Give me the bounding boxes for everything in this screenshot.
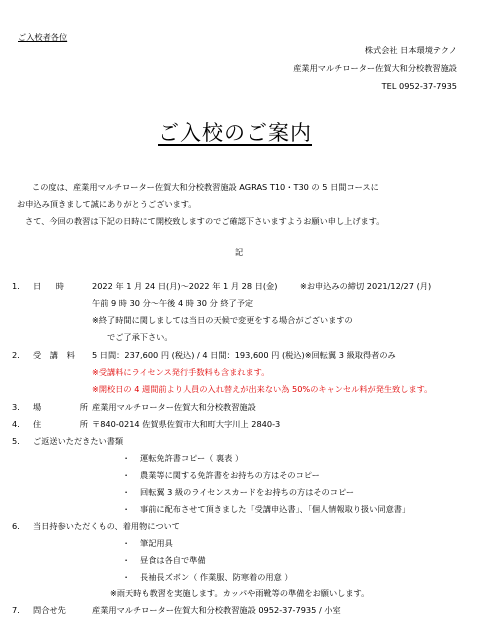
company-name: 株式会社 日本環境テクノ [364,45,457,55]
bullet-icon: ・ [122,487,131,497]
item-3-label: 場 所 [33,402,106,412]
schedule-times: 午前 9 時 30 分～午後 4 時 30 分 終了予定 [92,298,254,308]
tuition-fees: 5 日間：237,600 円 (税込) / 4 日間：193,600 円 (税込)※回転翼 3 級取得者のみ [92,350,396,360]
item-4-number: 4. [12,419,20,429]
return-document-3: 回転翼 3 級のライセンスカードをお持ちの方はそのコピー [140,487,355,497]
bring-item-2: 昼食は各自で準備 [140,555,206,565]
item-3-number: 3. [12,402,20,412]
item-6-label: 当日持参いただくもの、着用物について [33,521,180,531]
bullet-icon: ・ [122,453,131,463]
addressee: ご入校者各位 [18,32,68,42]
bullet-icon: ・ [122,555,131,565]
item-2-label: 受 講 料 [33,350,78,360]
item-7-label: 問合せ先 [33,605,66,615]
contact-info: 産業用マルチローター佐賀大和分校教習施設 0952-37-7935 / 小室 [92,605,341,615]
tuition-license-note: ※受講料にライセンス発行手数料も含まれます。 [92,367,270,377]
application-deadline: ※お申込みの締切 2021/12/27 (月) [300,281,432,291]
schedule-note-2: でご了承下さい。 [107,332,173,342]
bullet-icon: ・ [122,470,131,480]
facility-name: 産業用マルチローター佐賀大和分校教習施設 [293,63,457,73]
return-document-4: 事前に配布させて頂きました「受講申込書」、「個人情報取り扱い同意書」 [140,504,411,514]
venue-name: 産業用マルチローター佐賀大和分校教習施設 [92,402,256,412]
item-1-number: 1. [12,281,20,291]
item-5-number: 5. [12,436,20,446]
cancellation-note: ※開校日の 4 週間前より人員の入れ替えが出来ない為 50%のキャンセル料が発生致します。 [92,384,433,394]
page-title: ご入校のご案内 [158,121,312,145]
bullet-icon: ・ [122,504,131,514]
item-1-label: 日 時 [33,281,70,291]
item-4-label: 住 所 [33,419,106,429]
ki-heading: 記 [235,247,244,257]
bring-item-3: 長袖長ズボン（ 作業服、防寒着の用意 ） [140,572,293,582]
intro-line-1: この度は、産業用マルチローター佐賀大和分校教習施設 AGRAS T10・T30 の 5 日間コースに [32,182,379,192]
return-document-1: 運転免許書コピー（ 裏表 ） [140,453,244,463]
item-2-number: 2. [12,350,20,360]
bullet-icon: ・ [122,572,131,582]
return-document-2: 農業等に関する免許書をお持ちの方はそのコピー [140,470,320,480]
phone-number: TEL 0952-37-7935 [381,81,457,91]
bring-item-1: 筆記用具 [140,538,173,548]
venue-address: 〒840-0214 佐賀県佐賀市大和町大字川上 2840-3 [92,419,281,429]
schedule-dates: 2022 年 1 月 24 日(月)～2022 年 1 月 28 日(金) [92,281,278,291]
schedule-note-1: ※終了時間に関しましては当日の天候で変更をする場合がございますの [92,315,353,325]
bullet-icon: ・ [122,538,131,548]
intro-line-2: お申込み頂きまして誠にありがとうございます。 [17,199,197,209]
rain-note: ※雨天時も教習を実施します。カッパや雨靴等の準備をお願いします。 [110,588,370,598]
item-5-label: ご返送いただきたい書類 [33,436,124,446]
item-6-number: 6. [12,521,20,531]
intro-line-3: さて、今回の教習は下記の日時にて開校致しますのでご確認下さいますようお願い申し上げます。 [25,216,385,226]
item-7-number: 7. [12,605,20,615]
